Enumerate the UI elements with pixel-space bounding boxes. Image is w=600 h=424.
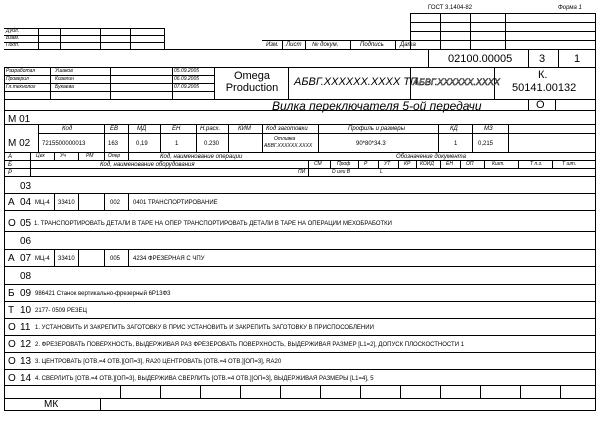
form-label: Форма 1 bbox=[558, 5, 582, 11]
colhead-b-tpz: Т п.з. bbox=[530, 161, 543, 167]
m02-head-kd: КД bbox=[450, 126, 458, 132]
colhead-a-uch: Уч bbox=[60, 153, 66, 159]
line-13-no: 13 bbox=[20, 356, 32, 367]
gost-label: ГОСТ 3.1404-82 bbox=[428, 5, 473, 11]
m02-md: 0,19 bbox=[136, 141, 148, 147]
podp-label: Подп. bbox=[6, 42, 20, 48]
m02-head-profile: Профиль и размеры bbox=[348, 126, 406, 132]
m02-profile: 90*80*34.3 bbox=[356, 141, 386, 147]
line-07-text: 4234 ФРЕЗЕРНАЯ С ЧПУ bbox=[133, 256, 205, 262]
line-13-text: 3. ЦЕНТРОВАТЬ [ОТВ.=4 ОТВ.][ОП=3], RA20 ЦЕНТРОВАТЬ [ОТВ.=4 ОТВ.][ОП=3], RA20 bbox=[35, 359, 282, 365]
line-03-no: 03 bbox=[20, 181, 32, 192]
line-04-code: 33410 bbox=[58, 200, 75, 206]
m02-ev: 163 bbox=[108, 141, 119, 147]
colhead-a-oper: Опер bbox=[108, 153, 121, 159]
colhead-a-doc: Обозначение документа bbox=[396, 154, 466, 160]
colhead-a: А bbox=[8, 154, 13, 160]
m02-head-en: ЕН bbox=[172, 126, 181, 132]
line-07-shop: МЦ-4 bbox=[35, 256, 50, 262]
m02-head-md: МД bbox=[137, 126, 147, 132]
colhead-b-sm: СМ bbox=[314, 161, 322, 167]
colhead-b-en: ЕН bbox=[446, 161, 453, 167]
colhead-b-kod: Код, наименование оборудования bbox=[100, 162, 195, 168]
m02-kodzag-2: АБВГ.XXXXXX.XXXX bbox=[264, 143, 313, 149]
line-04-text: 0401 ТРАНСПОРТИРОВАНИЕ bbox=[133, 200, 218, 206]
colhead-b-koid: КОИД bbox=[420, 161, 434, 167]
m02-head-nrash: Н.расх. bbox=[200, 126, 221, 132]
line-05-text: 1. ТРАНСПОРТИРОВАТЬ ДЕТАЛИ В ТАРЕ НА ОПЕР ТРАНСПОРТИРОВАТЬ ДЕТАЛИ В ТАРЕ НА ОПЕРАЦИИ МЕХОБРАБОТКИ bbox=[34, 221, 392, 227]
line-07-code: 33410 bbox=[58, 256, 75, 262]
line-11-no: 11 bbox=[20, 322, 31, 333]
m02-head-ev: ЕВ bbox=[110, 126, 119, 132]
vzam-label: Взам. bbox=[6, 35, 20, 41]
rev-doc: № докум. bbox=[312, 42, 339, 48]
line-13-kind: О bbox=[8, 356, 16, 367]
m02-head-kodzag: Код заготовки bbox=[266, 126, 308, 132]
rev-list: Лист bbox=[286, 42, 302, 48]
doc-number: 02100.00005 bbox=[448, 53, 513, 65]
colhead-a-kod: Код, наименование операции bbox=[160, 154, 243, 160]
m02-mz: 0,215 bbox=[478, 141, 494, 147]
line-14-text: 4. СВЕРЛИТЬ [ОТВ.=4 ОТВ.][ОП=3], ВЫДЕРЖИВА СВЕРЛИТЬ [ОТВ.=4 ОТВ.][ОП=3], ВЫДЕРЖИВАЯ РАЗМЕРЫ [L1=4], 5 bbox=[35, 376, 374, 382]
m02-label: М 02 bbox=[8, 138, 31, 149]
sheets-total: 3 bbox=[539, 53, 546, 65]
colhead-a-rm: РМ bbox=[86, 153, 94, 159]
line-08-no: 08 bbox=[20, 271, 32, 282]
doc-code: АБВГ.XXXXXX.XXXX ТП bbox=[294, 76, 418, 88]
sig-date-0: 05.09.2005 bbox=[174, 68, 200, 74]
sheet-number: 1 bbox=[574, 53, 581, 65]
sig-name-0: Ушаков bbox=[55, 68, 73, 74]
sig-name-2: Букаева bbox=[55, 84, 74, 90]
line-11-text: 1. УСТАНОВИТЬ И ЗАКРЕПИТЬ ЗАГОТОВКУ В ПРИС УСТАНОВИТЬ И ЗАКРЕПИТЬ ЗАГОТОВКУ В ПРИСПОСОБЛЕНИИ bbox=[35, 325, 374, 331]
m02-kd: 1 bbox=[454, 141, 458, 147]
line-05-kind: О bbox=[8, 218, 16, 229]
m02-head-kod: Код bbox=[62, 126, 73, 132]
m02-head-kim: КИМ bbox=[238, 126, 251, 132]
m02-kod: 7215500000013 bbox=[42, 141, 86, 147]
line-12-no: 12 bbox=[20, 339, 32, 350]
line-14-kind: О bbox=[8, 373, 16, 384]
m02-en: 1 bbox=[175, 141, 179, 147]
part-title: Вилка переключателя 5-ой передачи bbox=[272, 99, 482, 113]
rev-izm: Изм. bbox=[266, 42, 279, 48]
m01-label: М 01 bbox=[8, 114, 31, 125]
company-name: Omega Production bbox=[225, 70, 279, 94]
sig-role-1: Проверил bbox=[6, 76, 29, 82]
colhead-b-prof: Проф bbox=[337, 161, 351, 167]
colhead-p: Р bbox=[8, 170, 13, 176]
line-04-op: 002 bbox=[110, 200, 121, 206]
line-10-no: 10 bbox=[20, 305, 32, 316]
rev-sign: Подпись bbox=[360, 42, 384, 48]
sig-date-1: 06.09.2005 bbox=[174, 76, 200, 82]
sig-date-2: 07.09.2005 bbox=[174, 84, 200, 90]
sig-role-2: Гл.технолог bbox=[6, 84, 36, 90]
rev-date: Дата bbox=[400, 42, 416, 48]
sig-role-0: Разработал bbox=[6, 68, 36, 74]
dubl-label: Дубл. bbox=[6, 28, 20, 34]
sig-name-1: Козелин bbox=[55, 76, 74, 82]
line-06-no: 06 bbox=[20, 236, 32, 247]
line-09-kind: Б bbox=[8, 288, 15, 299]
m02-head-mz: МЗ bbox=[484, 126, 493, 132]
line-04-shop: МЦ-4 bbox=[35, 200, 50, 206]
colhead-b: Б bbox=[8, 162, 12, 168]
line-05-no: 05 bbox=[20, 218, 32, 229]
line-09-no: 09 bbox=[20, 288, 32, 299]
colhead-b-ksht: Кшт. bbox=[492, 161, 505, 167]
line-07-op: 005 bbox=[110, 256, 121, 262]
colhead-b-tsht: Т шт. bbox=[562, 161, 577, 167]
line-11-kind: О bbox=[8, 322, 16, 333]
colhead-p-l: L bbox=[380, 169, 383, 175]
line-04-kind: А bbox=[8, 197, 15, 208]
line-12-kind: О bbox=[8, 339, 16, 350]
line-07-no: 07 bbox=[20, 253, 32, 264]
litera: О bbox=[536, 99, 545, 111]
doc-code-outline: АБВГ.XXXXXX.XXXX bbox=[413, 77, 500, 87]
colhead-a-ceh: Цех bbox=[36, 153, 45, 159]
colhead-p-pi: ПИ bbox=[298, 169, 306, 175]
k-number: 50141.00132 bbox=[512, 82, 577, 94]
line-14-no: 14 bbox=[20, 373, 32, 384]
line-04-no: 04 bbox=[20, 197, 32, 208]
m02-kodzag-1: Отливка bbox=[274, 136, 296, 142]
colhead-b-kr: КР bbox=[404, 161, 411, 167]
line-10-text: 2177- 0509 РЕЗЕЦ bbox=[35, 308, 87, 314]
line-09-text: 986421 Станок вертикально-фрезерный 6Р13Ф3 bbox=[35, 291, 171, 297]
footer-mk: МК bbox=[44, 399, 59, 410]
line-12-text: 2. ФРЕЗЕРОВАТЬ ПОВЕРХНОСТЬ, ВЫДЕРЖИВАЯ РАЗ ФРЕЗЕРОВАТЬ ПОВЕРХНОСТЬ, ВЫДЕРЖИВАЯ РАЗМЕР [L1=2], ДОПУСК ПЛОСКОСТНОСТИ 1 bbox=[35, 342, 465, 348]
line-07-kind: А bbox=[8, 253, 15, 264]
colhead-b-ut: УТ bbox=[384, 161, 391, 167]
colhead-p-d: D или B bbox=[332, 169, 351, 175]
k-label: К. bbox=[538, 69, 548, 81]
m02-nrash: 0.230 bbox=[204, 141, 220, 147]
colhead-b-r: Р bbox=[364, 161, 368, 167]
line-10-kind: Т bbox=[8, 305, 15, 316]
colhead-b-op: ОП bbox=[466, 161, 474, 167]
